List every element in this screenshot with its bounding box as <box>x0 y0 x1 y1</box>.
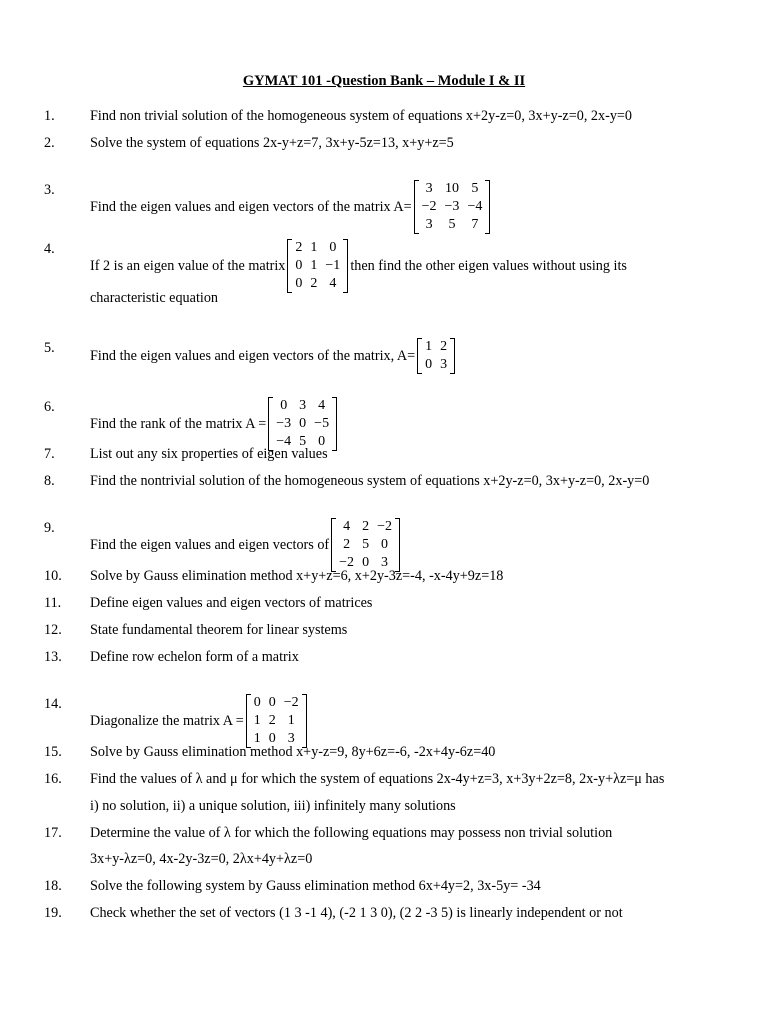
matrix-cell: 5 <box>299 434 307 449</box>
matrix-cell: 0 <box>329 240 337 255</box>
matrix-cell: −1 <box>325 258 341 273</box>
question-17-continuation: 3x+y-λz=0, 4x-2y-3z=0, 2λx+4y+λz=0 <box>90 851 313 867</box>
question-text: Find the nontrivial solution of the homogeneous system of equations x+2y-z=0, 3x+y-z=0, 2x-y=0 <box>90 473 650 489</box>
matrix-cell: 0 <box>268 731 276 746</box>
question-text: Find the eigen values and eigen vectors of the matrix, A= <box>90 348 416 364</box>
matrix-cell: 0 <box>318 434 326 449</box>
question-text: Find non trivial solution of the homogeneous system of equations x+2y-z=0, 3x+y-z=0, 2x-y=0 <box>90 108 633 124</box>
question-number: 16. <box>44 771 62 787</box>
matrix-cell: −3 <box>276 416 292 431</box>
matrix-cell: 1 <box>253 713 261 728</box>
question-number: 19. <box>44 905 62 921</box>
question-1 <box>0 106 768 126</box>
matrix-cell: 0 <box>381 537 389 552</box>
question-number: 4. <box>44 241 55 257</box>
question-number: 12. <box>44 622 62 638</box>
question-15 <box>0 742 768 762</box>
matrix-cell: −2 <box>339 555 355 570</box>
question-text: Find the eigen values and eigen vectors of the matrix A= <box>90 199 412 215</box>
question-16-continuation: i) no solution, ii) a unique solution, iii) infinitely many solutions <box>90 798 456 814</box>
matrix-cell: 4 <box>318 398 326 413</box>
matrix-cell: 1 <box>253 731 261 746</box>
question-12 <box>0 620 768 640</box>
question-number: 8. <box>44 473 55 489</box>
matrix-q9 <box>331 518 400 572</box>
question-19 <box>0 903 768 923</box>
matrix-cell: −2 <box>421 199 437 214</box>
question-number: 3. <box>44 182 55 198</box>
question-text: Diagonalize the matrix A = <box>90 713 244 729</box>
matrix-cell: 0 <box>362 555 370 570</box>
matrix-cell: −4 <box>467 199 483 214</box>
question-13 <box>0 647 768 667</box>
matrix-cell: −3 <box>444 199 460 214</box>
matrix-cell: −4 <box>276 434 292 449</box>
matrix-cell: 3 <box>287 731 295 746</box>
question-number: 15. <box>44 744 62 760</box>
question-7 <box>0 444 768 464</box>
question-number: 17. <box>44 825 62 841</box>
matrix-cell: 0 <box>295 276 303 291</box>
matrix-cell: −2 <box>377 519 392 534</box>
question-8 <box>0 471 768 491</box>
matrix-cell: 5 <box>471 181 479 196</box>
question-text: Solve the following system by Gauss elimination method 6x+4y=2, 3x-5y= -34 <box>90 878 541 894</box>
matrix-cell: 2 <box>268 713 276 728</box>
question-text: If 2 is an eigen value of the matrix <box>90 258 286 274</box>
question-4 <box>0 239 768 291</box>
question-number: 7. <box>44 446 55 462</box>
question-text: Find the rank of the matrix A = <box>90 416 267 432</box>
page-title: GYMAT 101 -Question Bank – Module I & II <box>242 73 526 89</box>
question-5 <box>0 338 768 372</box>
question-3 <box>0 180 768 232</box>
question-number: 13. <box>44 649 62 665</box>
matrix-cell: 2 <box>343 537 351 552</box>
matrix-cell: 0 <box>268 695 276 710</box>
matrix-cell: 2 <box>310 276 318 291</box>
matrix-cell: 1 <box>425 339 433 354</box>
question-text-after: then find the other eigen values without using its <box>350 258 627 274</box>
matrix-cell: 0 <box>280 398 288 413</box>
question-text: Find the values of λ and μ for which the system of equations 2x-4y+z=3, x+3y+2z=8, 2x-y+λz=μ has <box>90 771 665 787</box>
matrix-cell: 2 <box>295 240 303 255</box>
question-10 <box>0 566 768 586</box>
matrix-cell: 0 <box>295 258 303 273</box>
matrix-cell: 1 <box>287 713 295 728</box>
matrix-cell: 4 <box>329 276 337 291</box>
question-text: State fundamental theorem for linear systems <box>90 622 348 638</box>
question-18 <box>0 876 768 896</box>
question-14 <box>0 694 768 746</box>
question-number: 18. <box>44 878 62 894</box>
question-number: 2. <box>44 135 55 151</box>
question-text: Solve by Gauss elimination method x+y-z=9, 8y+6z=-6, -2x+4y-6z=40 <box>90 744 496 760</box>
question-text: Solve the system of equations 2x-y+z=7, 3x+y-5z=13, x+y+z=5 <box>90 135 454 151</box>
matrix-cell: 0 <box>425 357 433 372</box>
matrix-cell: 5 <box>362 537 370 552</box>
matrix-cell: 3 <box>299 398 307 413</box>
question-number: 9. <box>44 520 55 536</box>
matrix-cell: 0 <box>253 695 261 710</box>
matrix-cell: 4 <box>343 519 351 534</box>
question-16 <box>0 769 768 789</box>
question-number: 5. <box>44 340 55 356</box>
matrix-q5 <box>417 338 455 374</box>
matrix-cell: −5 <box>314 416 330 431</box>
question-text: Define eigen values and eigen vectors of matrices <box>90 595 373 611</box>
question-text: Find the eigen values and eigen vectors of <box>90 537 330 553</box>
question-number: 14. <box>44 696 62 712</box>
question-text: List out any six properties of eigen values <box>90 446 328 462</box>
question-number: 10. <box>44 568 62 584</box>
question-11 <box>0 593 768 613</box>
matrix-cell: 3 <box>381 555 389 570</box>
question-text: Define row echelon form of a matrix <box>90 649 299 665</box>
matrix-cell: 2 <box>440 339 448 354</box>
matrix-q6 <box>268 397 337 451</box>
question-number: 6. <box>44 399 55 415</box>
question-text: Determine the value of λ for which the following equations may possess non trivial solution <box>90 825 613 841</box>
matrix-q3 <box>414 180 491 234</box>
question-text: Solve by Gauss elimination method x+y+z=6, x+2y-3z=-4, -x-4y+9z=18 <box>90 568 504 584</box>
matrix-cell: 5 <box>448 217 456 232</box>
matrix-cell: 7 <box>471 217 479 232</box>
matrix-cell: 1 <box>310 258 318 273</box>
matrix-q14 <box>246 694 307 748</box>
matrix-cell: 1 <box>310 240 318 255</box>
question-6 <box>0 397 768 449</box>
matrix-cell: 2 <box>362 519 370 534</box>
matrix-cell: 0 <box>299 416 307 431</box>
question-2 <box>0 133 768 153</box>
matrix-cell: 3 <box>425 217 433 232</box>
question-17 <box>0 823 768 843</box>
question-number: 11. <box>44 595 62 611</box>
matrix-q4 <box>287 239 348 293</box>
question-4-continuation: characteristic equation <box>90 290 219 306</box>
matrix-cell: 3 <box>425 181 433 196</box>
question-9 <box>0 518 768 570</box>
question-number: 1. <box>44 108 55 124</box>
matrix-cell: −2 <box>283 695 299 710</box>
matrix-cell: 10 <box>444 181 459 196</box>
matrix-cell: 3 <box>440 357 448 372</box>
question-text: Check whether the set of vectors (1 3 -1 4), (-2 1 3 0), (2 2 -3 5) is linearly independent or not <box>90 905 623 921</box>
